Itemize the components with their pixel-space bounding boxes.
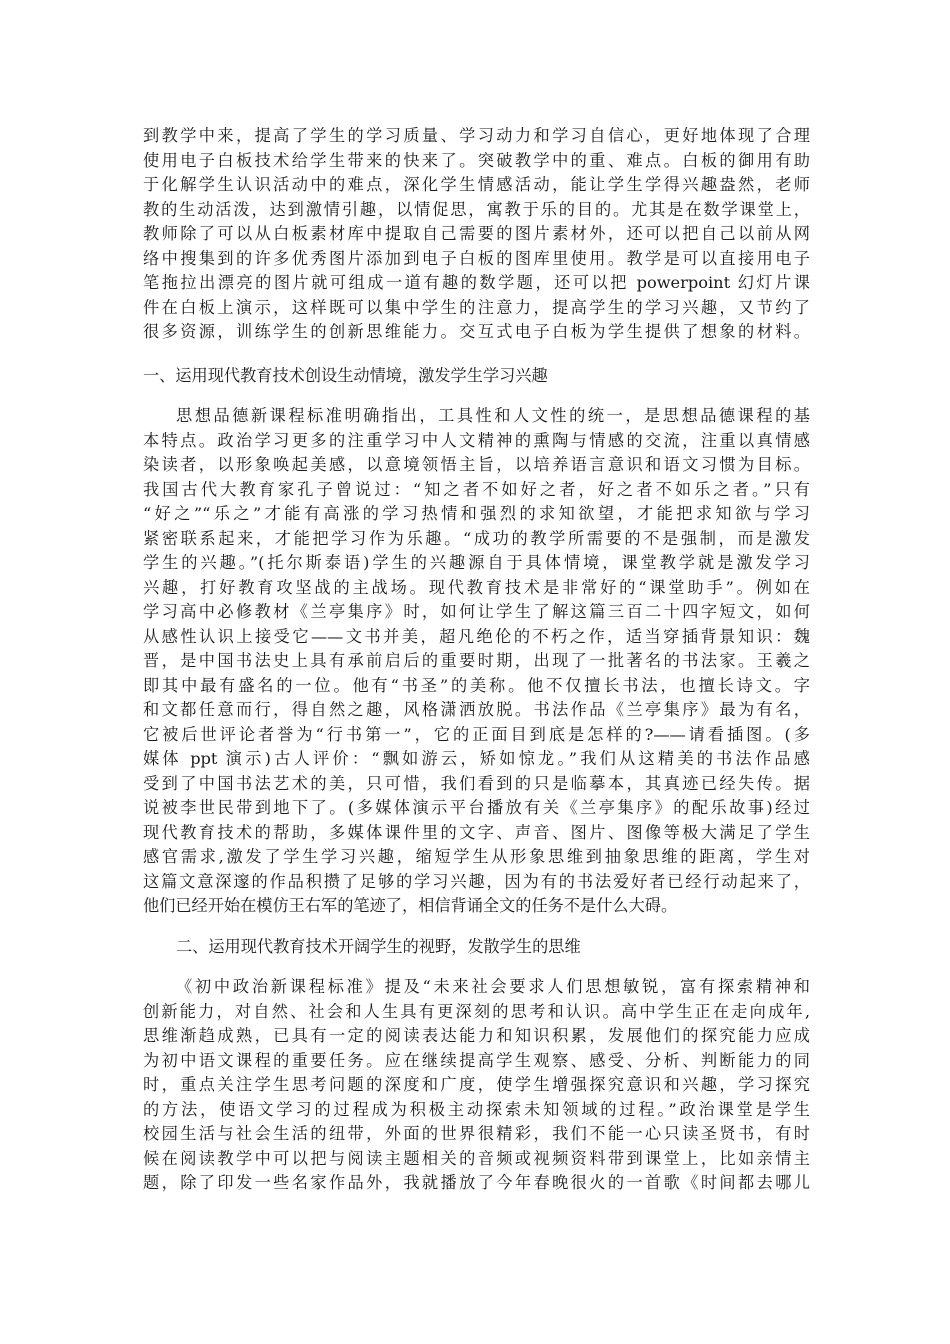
text-line: 教师除了可以从白板素材库中提取自己需要的图片素材外，还可以把自己以前从网: [143, 224, 810, 243]
text-line: 于化解学生认识活动中的难点，深化学生情感活动，能让学生学得兴趣盎然，老师: [143, 175, 810, 194]
heading-text: 二、运用现代教育技术开阔学生的视野，发散学生的思维: [176, 937, 581, 956]
section-heading-2: [143, 935, 810, 960]
text-line: 他们已经开始在模仿王右军的笔迹了，相信背诵全文的任务不是什么大碍。: [143, 896, 678, 915]
text-line: 从感性认识上接受它——文书并美，超凡绝伦的不朽之作，适当穿插背景知识：魏: [143, 626, 810, 646]
text-line: 时，重点关注学生思考问题的深度和广度，使学生增强探究意识和兴趣，学习探究: [143, 1075, 810, 1094]
text-line: 思维渐趋成熟，已具有一定的阅读表达能力和知识积累，发展他们的探究能力应成: [143, 1026, 810, 1045]
text-line: 使用电子白板技术给学生带来的快来了。突破教学中的重、难点。白板的御用有助: [143, 150, 810, 170]
text-line: 的方法，使语文学习的过程成为积极主动探索未知领域的过程。”政治课堂是学生: [143, 1099, 810, 1119]
text-line: 候在阅读教学中可以把与阅读主题相关的音频或视频资料带到课堂上，比如亲情主: [143, 1148, 810, 1168]
text-line: 兴趣，打好教育攻坚战的主战场。现代教育技术是非常好的“课堂助手”。例如在: [143, 577, 810, 597]
paragraph-intro: [143, 124, 810, 345]
paragraph-section-1: [143, 404, 810, 919]
text-line: 题，除了印发一些名家作品外，我就播放了今年春晚很火的一首歌《时间都去哪儿: [143, 1173, 810, 1192]
text-line: 创新能力，对自然、社会和人生具有更深刻的思考和认识。高中学生正在走向成年,: [143, 1001, 810, 1021]
text-line: 受到了中国书法艺术的美，只可惜，我们看到的只是临摹本，其真迹已经失传。据: [143, 773, 810, 793]
text-line: 到教学中来，提高了学生的学习质量、学习动力和学习自信心，更好地体现了合理: [143, 126, 810, 145]
paragraph-section-2: [143, 975, 810, 1196]
text-line: 这篇文意深邃的作品积攒了足够的学习兴趣，因为有的书法爱好者已经行动起来了，: [143, 871, 810, 891]
text-line: 即其中最有盛名的一位。他有“书圣”的美称。他不仅擅长书法，也擅长诗文。字: [143, 675, 810, 695]
text-line: 感官需求,激发了学生学习兴趣，缩短学生从形象思维到抽象思维的距离，学生对: [143, 847, 810, 866]
text-line: 染读者，以形象唤起美感，以意境领悟主旨，以培养语言意识和语文习惯为目标。: [143, 455, 810, 474]
text-line: 学习高中必修教材《兰亭集序》时，如何让学生了解这篇三百二十四字短文，如何: [143, 602, 810, 621]
text-line: 学生的兴趣。”(托尔斯泰语)学生的兴趣源自于具体情境，课堂教学就是激发学习: [143, 553, 810, 572]
text-line: 件在白板上演示，这样既可以集中学生的注意力，提高学生的学习兴趣，又节约了: [143, 297, 810, 317]
text-line: “好之”“乐之”才能有高涨的学习热情和强烈的求知欲望，才能把求知欲与学习: [143, 504, 810, 523]
text-line: 媒体 ppt 演示)古人评价：“飘如游云，矫如惊龙。”我们从这精美的书法作品感: [143, 749, 810, 768]
heading-text: 一、运用现代教育技术创设生动情境，激发学生学习兴趣: [143, 366, 548, 385]
section-heading-1: [143, 364, 810, 389]
text-line: 本特点。政治学习更多的注重学习中人文精神的熏陶与情感的交流，注重以真情感: [143, 430, 810, 450]
text-line: 它被后世评论者誉为“行书第一”，它的正面目到底是怎样的?——请看插图。(多: [143, 724, 810, 744]
text-line: 很多资源，训练学生的创新思维能力。交互式电子白板为学生提供了想象的材料。: [143, 322, 810, 341]
text-line: 为初中语文课程的重要任务。应在继续提高学生观察、感受、分析、判断能力的同: [143, 1050, 810, 1070]
text-line: 现代教育技术的帮助，多媒体课件里的文字、声音、图片、图像等极大满足了学生: [143, 822, 810, 842]
text-line: 说被李世民带到地下了。(多媒体演示平台播放有关《兰亭集序》的配乐故事)经过: [143, 798, 810, 817]
text-line: 和文都任意而行，得自然之趣，风格潇洒放脱。书法作品《兰亭集序》最为有名，: [143, 700, 810, 719]
text-line: 思想品德新课程标准明确指出，工具性和人文性的统一，是思想品德课程的基: [176, 406, 810, 425]
text-line: 紧密联系起来，才能把学习作为乐趣。“成功的教学所需要的不是强制，而是激发: [143, 528, 810, 548]
text-line: 《初中政治新课程标准》提及“未来社会要求人们思想敏锐，富有探索精神和: [176, 977, 810, 996]
text-line: 校园生活与社会生活的纽带，外面的世界很精彩，我们不能一心只读圣贤书，有时: [143, 1124, 810, 1143]
text-line: 教的生动活泼，达到激情引趣，以情促思，寓教于乐的目的。尤其是在数学课堂上，: [143, 199, 810, 219]
text-line: 晋，是中国书法史上具有承前启后的重要时期，出现了一批著名的书法家。王羲之: [143, 651, 810, 670]
text-line: 我国古代大教育家孔子曾说过：“知之者不如好之者，好之者不如乐之者。”只有: [143, 479, 810, 499]
text-line: 笔拖拉出漂亮的图片就可组成一道有趣的数学题，还可以把 powerpoint 幻灯片课: [143, 273, 810, 292]
text-line: 络中搜集到的许多优秀图片添加到电子白板的图库里使用。教学是可以直接用电子: [143, 248, 810, 268]
